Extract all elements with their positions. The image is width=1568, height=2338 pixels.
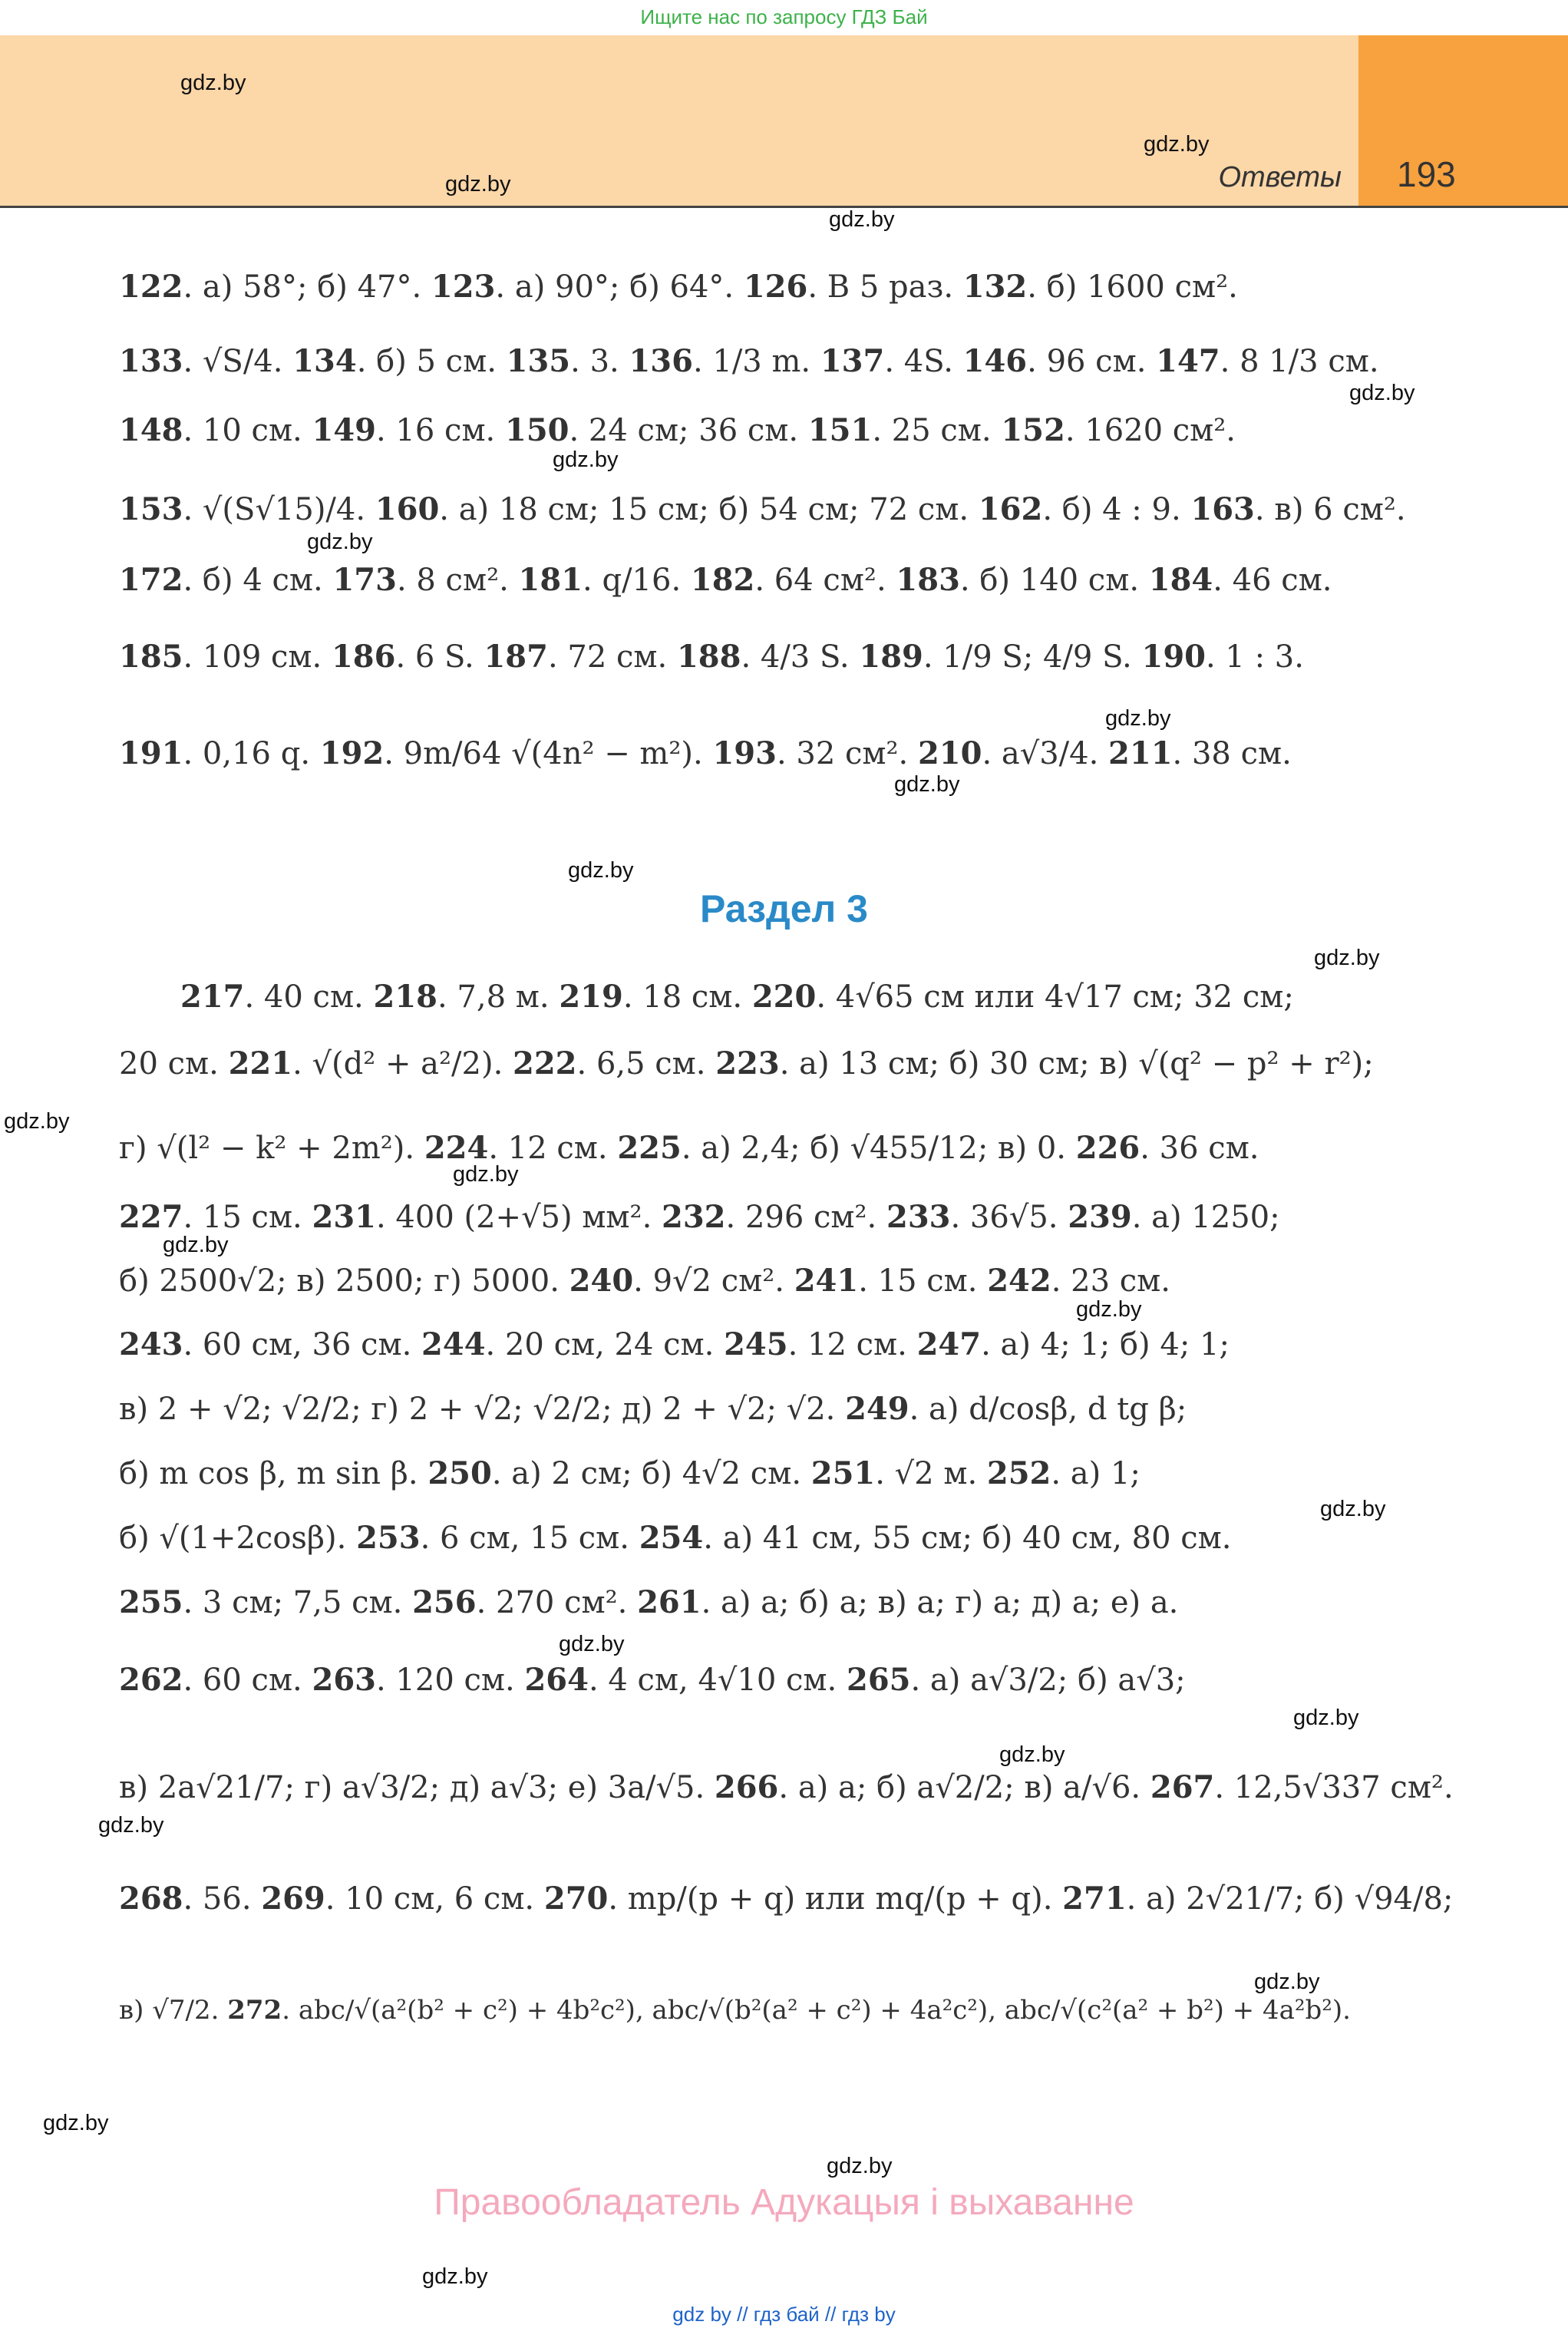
page-number: 193 [1397,154,1456,194]
footer-links[interactable]: gdz by // гдз бай // гдз by [672,2303,896,2326]
answer-line: 191. 0,16 q. 192. 9m/64 √(4n² − m²). 193. 32 см². 210. a√3/4. 211. 38 см. [119,735,1292,771]
copyright-notice: Правообладатель Адукацыя і выхаванне [434,2182,1134,2223]
watermark: gdz.by [1320,1497,1386,1521]
watermark: gdz.by [568,858,634,883]
answer-line: в) √7/2. 272. abc/√(a²(b² + c²) + 4b²c²), abc/√(b²(a² + c²) + 4a²c²), abc/√(c²(a² + b²) + 4a²b²). [119,1995,1351,2026]
watermark: gdz.by [553,447,619,472]
watermark: gdz.by [827,2154,893,2178]
watermark: gdz.by [422,2264,488,2289]
answer-line: 172. б) 4 см. 173. 8 см². 181. q/16. 182. 64 см². 183. б) 140 см. 184. 46 см. [119,562,1332,598]
answer-line: 262. 60 см. 263. 120 см. 264. 4 см, 4√10 см. 265. а) a√3/2; б) a√3; [119,1662,1186,1698]
watermark: gdz.by [1314,946,1380,970]
watermark: gdz.by [829,207,895,232]
answer-line: б) 2500√2; в) 2500; г) 5000. 240. 9√2 см². 241. 15 см. 242. 23 см. [119,1263,1170,1299]
watermark: gdz.by [1254,1970,1320,1994]
watermark: gdz.by [1144,132,1210,157]
watermark: gdz.by [307,530,373,554]
answer-line: 20 см. 221. √(d² + a²/2). 222. 6,5 см. 223. а) 13 см; б) 30 см; в) √(q² − p² + r²); [119,1045,1374,1081]
header-title: Ответы [1218,161,1342,193]
watermark: gdz.by [445,172,511,196]
watermark: gdz.by [4,1109,70,1134]
answer-line: г) √(l² − k² + 2m²). 224. 12 см. 225. а) 2,4; б) √455/12; в) 0. 226. 36 см. [119,1130,1259,1166]
watermark: gdz.by [1293,1706,1359,1730]
answer-line: 153. √(S√15)/4. 160. а) 18 см; 15 см; б) 54 см; 72 см. 162. б) 4 : 9. 163. в) 6 см². [119,491,1406,527]
answer-line: 227. 15 см. 231. 400 (2+√5) мм². 232. 296 см². 233. 36√5. 239. а) 1250; [119,1199,1280,1235]
watermark: gdz.by [1076,1297,1142,1322]
watermark: gdz.by [559,1632,625,1656]
watermark: gdz.by [453,1162,519,1187]
watermark: gdz.by [894,772,960,797]
watermark: gdz.by [43,2111,109,2135]
answer-line: 122. а) 58°; б) 47°. 123. а) 90°; б) 64°. 126. В 5 раз. 132. б) 1600 см². [119,269,1238,305]
answer-line: 255. 3 см; 7,5 см. 256. 270 см². 261. а) a; б) a; в) a; г) a; д) a; е) a. [119,1584,1179,1620]
answer-line: 217. 40 см. 218. 7,8 м. 219. 18 см. 220. 4√65 см или 4√17 см; 32 см; [180,979,1294,1015]
header-rule [0,206,1568,208]
answer-line: б) m cos β, m sin β. 250. а) 2 см; б) 4√2 см. 251. √2 м. 252. а) 1; [119,1455,1141,1491]
watermark: gdz.by [163,1233,229,1257]
answer-line: 243. 60 см, 36 см. 244. 20 см, 24 см. 245. 12 см. 247. а) 4; 1; б) 4; 1; [119,1326,1230,1362]
watermark: gdz.by [180,71,246,95]
answer-line: б) √(1+2cosβ). 253. 6 см, 15 см. 254. а) 41 см, 55 см; б) 40 см, 80 см. [119,1520,1232,1556]
header-band [0,35,1358,207]
section-title: Раздел 3 [700,887,868,930]
watermark: gdz.by [1349,381,1415,405]
top-banner: Ищите нас по запросу ГДЗ Бай [640,5,928,28]
answer-line: 268. 56. 269. 10 см, 6 см. 270. mp/(p + q) или mq/(p + q). 271. а) 2√21/7; б) √94/8; [119,1881,1454,1917]
header-tab [1358,35,1568,207]
answer-line: в) 2a√21/7; г) a√3/2; д) a√3; е) 3a/√5. 266. а) a; б) a√2/2; в) a/√6. 267. 12,5√337 см². [119,1769,1454,1805]
watermark: gdz.by [999,1742,1065,1767]
watermark: gdz.by [1105,706,1171,731]
answer-line: 133. √S/4. 134. б) 5 см. 135. 3. 136. 1/3 m. 137. 4S. 146. 96 см. 147. 8 1/3 см. [119,343,1379,379]
answer-line: в) 2 + √2; √2/2; г) 2 + √2; √2/2; д) 2 + √2; √2. 249. а) d/cosβ, d tg β; [119,1391,1187,1427]
watermark: gdz.by [98,1813,164,1838]
answer-line: 148. 10 см. 149. 16 см. 150. 24 см; 36 см. 151. 25 см. 152. 1620 см². [119,412,1236,448]
answer-line: 185. 109 см. 186. 6 S. 187. 72 см. 188. 4/3 S. 189. 1/9 S; 4/9 S. 190. 1 : 3. [119,639,1304,675]
